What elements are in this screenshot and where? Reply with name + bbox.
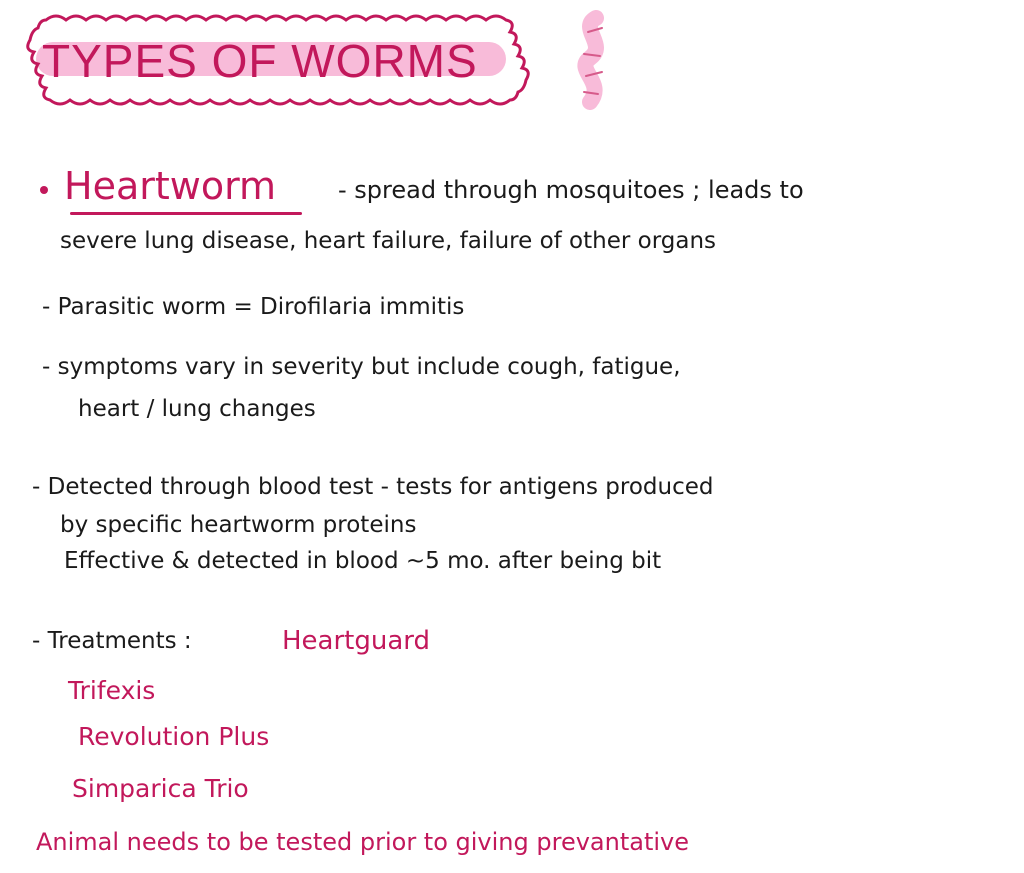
- treatment-item: Simparica Trio: [72, 774, 249, 803]
- treatment-item: Revolution Plus: [78, 722, 270, 751]
- parasite-note: - Parasitic worm = Dirofilaria immitis: [42, 294, 465, 320]
- symptoms-line2: heart / lung changes: [78, 396, 316, 422]
- detection-line3: Effective & detected in blood ~5 mo. after being bit: [64, 548, 662, 574]
- treatment-item: Trifexis: [68, 676, 156, 705]
- symptoms-line1: - symptoms vary in severity but include cough, fatigue,: [42, 354, 681, 380]
- bullet-dot-icon: [40, 186, 48, 194]
- title-banner: [6, 10, 542, 106]
- heartworm-heading: Heartworm: [64, 164, 277, 208]
- heartworm-description-line2: severe lung disease, heart failure, failure of other organs: [60, 228, 717, 254]
- treatments-label: - Treatments :: [32, 628, 192, 654]
- worm-icon: [568, 10, 618, 110]
- detection-line2: by specific heartworm proteins: [60, 512, 417, 538]
- footer-note: Animal needs to be tested prior to giving prevantative: [36, 828, 690, 856]
- heading-underline: [70, 212, 302, 215]
- page-title: TYPES OF WORMS: [42, 35, 478, 87]
- detection-line1: - Detected through blood test - tests for antigens produced: [32, 474, 714, 500]
- heartworm-description-line1: - spread through mosquitoes ; leads to: [338, 176, 804, 204]
- treatment-item: Heartguard: [282, 626, 431, 656]
